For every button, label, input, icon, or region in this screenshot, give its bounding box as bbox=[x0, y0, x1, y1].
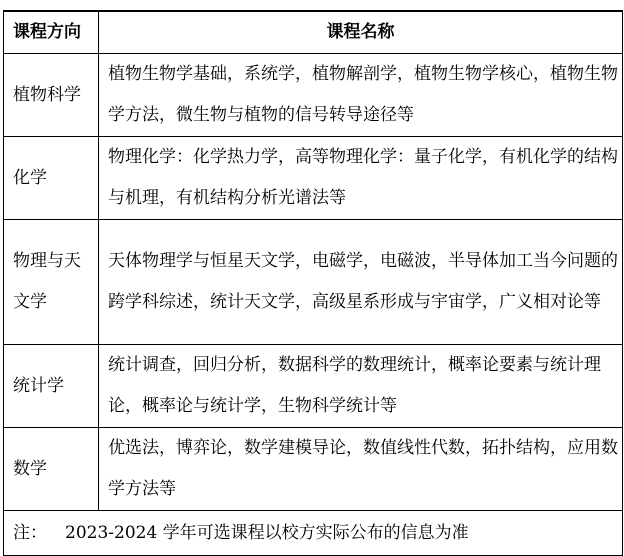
direction-cell: 物理与天文学 bbox=[4, 220, 99, 345]
courses-cell: 植物生物学基础，系统学，植物解剖学，植物生物学核心，植物生物学方法，微生物与植物的信号转导途径等 bbox=[99, 54, 623, 137]
courses-cell: 物理化学：化学热力学，高等物理化学：量子化学，有机化学的结构与机理，有机结构分析光谱法等 bbox=[99, 137, 623, 220]
header-course-name: 课程名称 bbox=[99, 11, 623, 54]
direction-cell: 植物科学 bbox=[4, 54, 99, 137]
direction-cell: 数学 bbox=[4, 428, 99, 511]
table-row bbox=[4, 54, 623, 137]
note-row bbox=[4, 511, 623, 556]
direction-cell: 统计学 bbox=[4, 345, 99, 428]
table-header-row bbox=[4, 11, 623, 54]
courses-cell: 天体物理学与恒星天文学，电磁学，电磁波，半导体加工当今问题的跨学科综述，统计天文学，高级星系形成与宇宙学，广义相对论等 bbox=[99, 220, 623, 345]
course-table bbox=[3, 10, 623, 556]
table-row bbox=[4, 137, 623, 220]
table-row bbox=[4, 220, 623, 345]
note-cell bbox=[4, 511, 623, 556]
note-text: 2023-2024 学年可选课程以校方实际公布的信息为准 bbox=[65, 522, 469, 543]
direction-cell: 化学 bbox=[4, 137, 99, 220]
note-label: 注： bbox=[13, 522, 47, 543]
table-row bbox=[4, 428, 623, 511]
table-row bbox=[4, 345, 623, 428]
courses-cell: 统计调查，回归分析，数据科学的数理统计，概率论要素与统计理论，概率论与统计学，生物科学统计等 bbox=[99, 345, 623, 428]
header-direction: 课程方向 bbox=[4, 11, 99, 54]
courses-cell: 优选法，博弈论，数学建模导论，数值线性代数，拓扑结构，应用数学方法等 bbox=[99, 428, 623, 511]
